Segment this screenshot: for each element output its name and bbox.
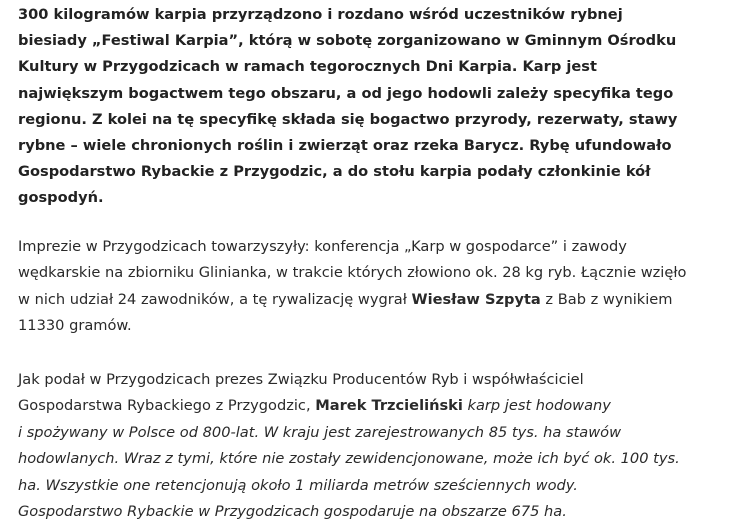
president-name: Marek Trzcieliński [315, 397, 463, 415]
lead-line-1: 300 kilogramów karpia przyrządzono i rozdano wśród uczestników rybnej [18, 6, 623, 23]
lead-paragraph [18, 2, 677, 212]
lead-line-4: największym bogactwem tego obszaru, a od jego hodowli zależy specyfika tego [18, 84, 674, 102]
competition-line-2: wędkarskie na zbiorniku Glinianka, w trakcie których złowiono ok. 28 kg ryb. Łącznie wzięło [18, 264, 687, 282]
lead-line-6: rybne – wiele chronionych roślin i zwierząt oraz rzeka Barycz. Rybę ufundowało [18, 137, 672, 155]
lead-line-3: Kultury w Przygodzicach w ramach tegorocznych Dni Karpia. Karp jest [18, 58, 597, 76]
quote-paragraph [18, 367, 680, 525]
lead-line-5: regionu. Z kolei na tę specyfikę składa się bogactwo przyrody, rezerwaty, stawy [18, 110, 678, 128]
quote-line-3: i spożywany w Polsce od 800-lat. W kraju jest zarejestrowanych 85 tys. ha stawów [18, 423, 622, 441]
quote-line-6: Gospodarstwo Rybackie w Przygodzicach gospodaruje na obszarze 675 ha. [18, 503, 567, 521]
winner-name: Wiesław Szpyta [411, 290, 541, 308]
competition-line-1: Imprezie w Przygodzicach towarzyszyły: konferencja „Karp w gospodarce” i zawody [18, 238, 627, 255]
competition-line-3 [18, 287, 686, 313]
quote-line-2 [18, 393, 680, 419]
quote-line-2-start: Gospodarstwa Rybackiego z Przygodzic, [18, 397, 316, 415]
competition-line-4: 11330 gramów. [18, 316, 132, 334]
quote-line-5: ha. Wszystkie one retencjonują około 1 miliarda metrów sześciennych wody. [18, 476, 578, 494]
competition-line-3-end: z Bab z wynikiem [540, 290, 673, 308]
lead-line-2: biesiady „Festiwal Karpia”, którą w sobotę zorganizowano w Gminnym Ośrodku [18, 32, 677, 50]
competition-line-3-start: w nich udział 24 zawodników, a tę rywalizację wygrał [18, 290, 412, 308]
quote-line-4: hodowlanych. Wraz z tymi, które nie zostały zewidencjonowane, może ich być ok. 100 tys. [18, 450, 680, 468]
lead-line-7: Gospodarstwo Rybackie z Przygodzic, a do stołu karpia podały członkinie kół [18, 163, 651, 181]
quote-line-1: Jak podał w Przygodzicach prezes Związku Producentów Ryb i współwłaściciel [18, 371, 584, 388]
lead-line-8: gospodyń. [18, 189, 104, 207]
quote-line-2-end: karp jest hodowany [462, 397, 611, 415]
competition-paragraph [18, 234, 686, 339]
